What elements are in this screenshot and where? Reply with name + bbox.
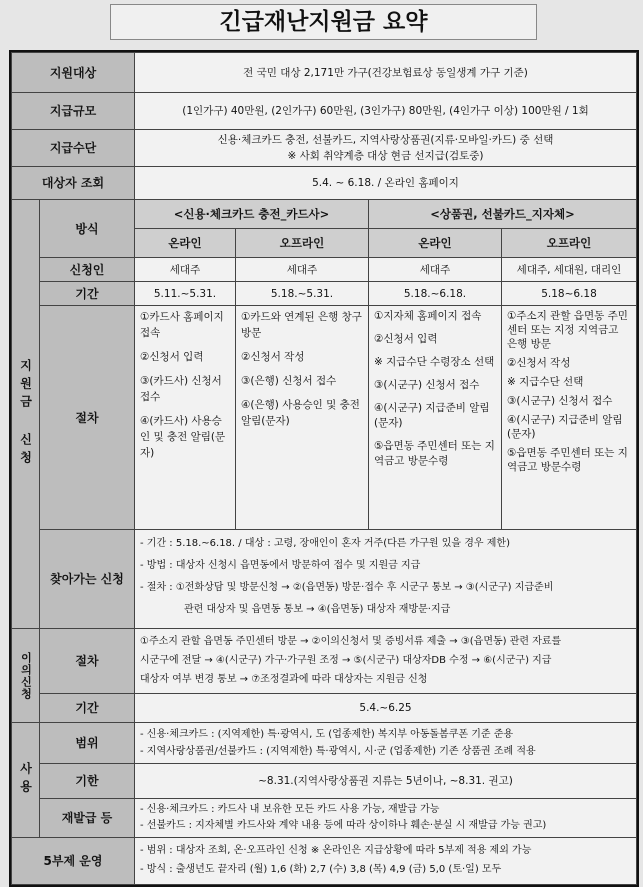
list-item: ④(은행) 사용승인 및 충전 알림(문자) [241,399,360,427]
objection-line: 시군구에 전달 → ④(시군구) 가구·가구원 조정 → ⑤(시군구) 대상자DB 수정 → ⑥(시군구) 지급 [140,655,552,666]
list-item: ④(시군구) 지급준비 알림(문자) [374,402,490,429]
period-label: 기간 [39,281,135,306]
card-header: <신용·체크카드 충전_카드사> [134,199,369,229]
list-item: ④(카드사) 사용승인 및 충전 알림(문자) [140,415,226,459]
list-item: ③(시군구) 신청서 접수 [374,379,480,391]
visit-line: - 방법 : 대상자 신청시 읍면동에서 방문하여 접수 및 지원금 지급 [140,560,421,571]
visit-line: - 기간 : 5.18.~6.18. / 대상 : 고령, 장애인이 혼자 거주(다른 가구원 있을 경우 제한) [140,538,510,549]
lookup-value: 5.4. ~ 6.18. / 온라인 홈페이지 [134,166,637,200]
reissue-line: - 선불카드 : 지자체별 카드사와 계약 내용 등에 따라 상이하나 훼손·분실 시 재발급 가능 권고) [140,820,547,831]
procedure-label: 절차 [39,305,135,530]
fiveday-line: - 방식 : 출생년도 끝자리 (월) 1,6 (화) 2,7 (수) 3,8 (목) 4,9 (금) 5,0 (토·일) 모두 [140,864,502,875]
procedure-card-offline [235,305,369,530]
scope-label: 범위 [39,722,135,764]
list-item: ⑤읍면동 주민센터 또는 지역금고 방문수령 [374,440,495,467]
list-item: ①지자체 홈페이지 접속 [374,310,482,322]
list-item: ※ 지급수단 선택 [507,376,584,388]
usage-side-label: 사용 [11,722,40,838]
method-line-2: ※ 사회 취약계층 대상 현금 선지급(검토중) [287,150,484,162]
list-item: ②신청서 작성 [241,351,305,363]
card-online: 온라인 [134,228,236,258]
objection-line: ①주소지 관할 읍면동 주민센터 방문 → ②이의신청서 및 증빙서류 제출 → ③(읍면동) 관련 자료를 [140,636,562,647]
period-voucher-offline: 5.18~6.18 [501,281,637,306]
method-value [134,129,637,167]
scope-line: - 신용·체크카드 : (지역제한) 특·광역시, 도 (업종제한) 복지부 아동돌봄쿠폰 기준 준용 [140,729,514,740]
reissue-content [134,798,637,838]
visit-line: 관련 대상자 및 읍면동 통보 → ④(읍면동) 대상자 재방문·지급 [184,604,451,615]
applicant-label: 신청인 [39,257,135,282]
objection-side-label: 이의신청 [11,628,40,723]
scale-label: 지급규모 [11,92,135,130]
apply-method-label: 방식 [39,199,135,258]
lookup-label: 대상자 조회 [11,166,135,200]
procedure-card-online [134,305,236,530]
fiveday-label: 5부제 운영 [11,837,135,885]
list-item: ※ 지급수단 수령장소 선택 [374,356,495,368]
reissue-label: 재발급 등 [39,798,135,838]
applicant-voucher-offline: 세대주, 세대원, 대리인 [501,257,637,282]
list-item: ②신청서 입력 [140,351,204,363]
list-item: ③(카드사) 신청서 접수 [140,375,222,403]
objection-procedure-label: 절차 [39,628,135,694]
list-item: ②신청서 작성 [507,357,571,369]
fiveday-line: - 범위 : 대상자 조회, 온·오프라인 신청 ※ 온라인은 지급상황에 따라 5부제 적용 제외 가능 [140,845,532,856]
procedure-voucher-offline [501,305,637,530]
page-title: 긴급재난지원금 요약 [110,4,537,40]
scope-line: - 지역사랑상품권/선불카드 : (지역제한) 특·광역시, 시·군 (업종제한) 기존 상품권 조례 적용 [140,746,536,757]
objection-period-label: 기간 [39,693,135,723]
voucher-header: <상품권, 선불카드_지자체> [368,199,637,229]
applicant-card-offline: 세대주 [235,257,369,282]
fiveday-content [134,837,637,885]
voucher-offline: 오프라인 [501,228,637,258]
deadline-label: 기한 [39,763,135,799]
applicant-voucher-online: 세대주 [368,257,502,282]
list-item: ①카드사 홈페이지 접속 [140,311,224,339]
visit-content [134,529,637,629]
objection-procedure [134,628,637,694]
method-label: 지급수단 [11,129,135,167]
visit-line: - 절차 : ①전화상담 및 방문신청 → ②(읍면동) 방문·접수 후 시군구 통보 → ③(시군구) 지급준비 [140,582,554,593]
apply-side-label: 지원금 신청 [11,199,40,629]
period-card-online: 5.11.~5.31. [134,281,236,306]
list-item: ③(시군구) 신청서 접수 [507,395,613,407]
target-label: 지원대상 [11,52,135,93]
visit-label: 찾아가는 신청 [39,529,135,629]
scope-content [134,722,637,764]
summary-table [9,50,639,887]
list-item: ④(시군구) 지급준비 알림(문자) [507,414,623,440]
list-item: ②신청서 입력 [374,333,438,345]
list-item: ①주소지 관할 읍면동 주민센터 또는 지정 지역금고 은행 방문 [507,310,628,350]
scale-value: (1인가구) 40만원, (2인가구) 60만원, (3인가구) 80만원, (4인가구 이상) 100만원 / 1회 [134,92,637,130]
objection-line: 대상자 여부 변경 통보 → ⑦조정결과에 따라 대상자는 지원금 신청 [140,674,428,685]
objection-period: 5.4.~6.25 [134,693,637,723]
period-card-offline: 5.18.~5.31. [235,281,369,306]
procedure-voucher-online [368,305,502,530]
reissue-line: - 신용·체크카드 : 카드사 내 보유한 모든 카드 사용 가능, 재발급 가능 [140,804,440,815]
deadline-value: ~8.31.(지역사랑상품권 지류는 5년이나, ~8.31. 권고) [134,763,637,799]
list-item: ①카드와 연계된 은행 창구 방문 [241,311,362,339]
list-item: ⑤읍면동 주민센터 또는 지역금고 방문수령 [507,447,628,473]
method-line-1: 신용·체크카드 충전, 선불카드, 지역사랑상품권(지류·모바일·카드) 중 선택 [217,134,554,146]
period-voucher-online: 5.18.~6.18. [368,281,502,306]
list-item: ③(은행) 신청서 접수 [241,375,337,387]
card-offline: 오프라인 [235,228,369,258]
target-value: 전 국민 대상 2,171만 가구(건강보험료상 동일생계 가구 기준) [134,52,637,93]
voucher-online: 온라인 [368,228,502,258]
applicant-card-online: 세대주 [134,257,236,282]
